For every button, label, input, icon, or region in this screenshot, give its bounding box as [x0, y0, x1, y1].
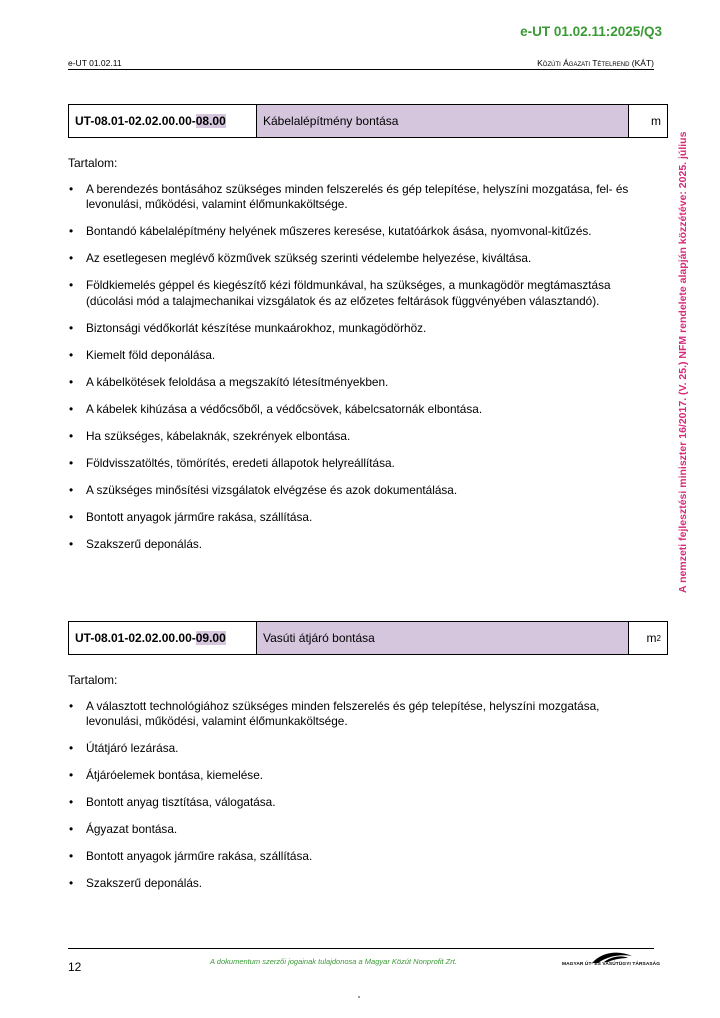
item-code-suffix: 08.00 — [195, 114, 226, 128]
content-list — [68, 182, 668, 553]
item-name: Vasúti átjáró bontása — [257, 622, 629, 654]
item-unit — [629, 622, 667, 654]
unit-exponent: 2 — [656, 633, 661, 643]
list-item: • Bontott anyag tisztítása, válogatása. — [68, 795, 651, 811]
item-code-suffix: 09.00 — [195, 631, 226, 645]
list-item: • Szakszerű deponálás. — [68, 876, 651, 892]
footer-rule — [68, 948, 654, 949]
header-rule — [68, 69, 654, 70]
item-title-box — [68, 104, 668, 138]
logo-wordmark: MAGYAR ÚT- ÉS VASÚTÜGYI TÁRSASÁG — [562, 962, 661, 967]
list-item: • A választott technológiához szükséges minden felszerelés és gép telepítése, helyszíni mozgatása, levonulási, működési, valamint élőmunkaköltsége. — [68, 699, 651, 730]
side-publication-note: A nemzeti fejlesztési miniszter 16/2017. (V. 25.) NFM rendelete alapján közzétéve: 2025. július — [677, 131, 689, 593]
list-item: • Földvisszatöltés, tömörítés, eredeti állapotok helyreállítása. — [68, 456, 651, 472]
scan-dot — [358, 996, 360, 998]
item-unit — [629, 105, 667, 137]
unit-base: m — [646, 631, 657, 645]
item-code-prefix: UT-08.01-02.02.00.00- — [75, 631, 196, 645]
page-number: 12 — [68, 960, 82, 974]
list-item: • Bontott anyagok járműre rakása, szállítása. — [68, 849, 651, 865]
list-item: • Ágyazat bontása. — [68, 822, 651, 838]
content-label: Tartalom: — [68, 673, 118, 687]
item-name: Kábelalépítmény bontása — [257, 105, 629, 137]
document-code: e-UT 01.02.11:2025/Q3 — [520, 24, 662, 39]
list-item: • A kábelkötések feloldása a megszakító létesítményekben. — [68, 375, 651, 391]
list-item: • Átjáróelemek bontása, kiemelése. — [68, 768, 651, 784]
list-item: • Bontandó kábelalépítmény helyének műszeres keresése, kutatóárkok ásása, nyomvonal-kitűzés. — [68, 224, 651, 240]
list-item: • A szükséges minősítési vizsgálatok elvégzése és azok dokumentálása. — [68, 483, 651, 499]
list-item: • Biztonsági védőkorlát készítése munkaárokhoz, munkagödörhöz. — [68, 321, 651, 337]
item-code — [69, 105, 257, 137]
content-label: Tartalom: — [68, 156, 118, 170]
list-item: • Földkiemelés géppel és kiegészítő kézi földmunkával, ha szükséges, a munkagödör megtámasztása (dúcolási mód a talajmechanikai vizsgálatok és az előzetes feltárások függvényében választandó). — [68, 278, 651, 309]
item-code — [69, 622, 257, 654]
list-item: • Ha szükséges, kábelaknák, szekrények elbontása. — [68, 429, 651, 445]
section-vasuti-atjaro — [68, 621, 668, 892]
unit-base: m — [651, 114, 661, 128]
header-left-code: e-UT 01.02.11 — [68, 58, 122, 68]
list-item: • Az esetlegesen meglévő közművek szükség szerinti védelembe helyezése, kiváltása. — [68, 251, 651, 267]
list-item: • Bontott anyagok járműre rakása, szállítása. — [68, 510, 651, 526]
item-title-box — [68, 621, 668, 655]
list-item: • Útátjáró lezárása. — [68, 741, 651, 757]
list-item: • Szakszerű deponálás. — [68, 537, 651, 553]
section-kabelalepitmeny — [68, 104, 668, 552]
content-list — [68, 699, 668, 892]
list-item: • A berendezés bontásához szükséges minden felszerelés és gép telepítése, helyszíni mozgatása, fel- és levonulási, működési, valamint élőmunkaköltsége. — [68, 182, 651, 213]
item-code-prefix: UT-08.01-02.02.00.00- — [75, 114, 196, 128]
list-item: • A kábelek kihúzása a védőcsőből, a védőcsövek, kábelcsatornák elbontása. — [68, 402, 651, 418]
copyright-note: A dokumentum szerzői jogainak tulajdonosa a Magyar Közút Nonprofit Zrt. — [210, 957, 457, 966]
list-item: • Kiemelt föld deponálása. — [68, 348, 651, 364]
header-right-title: Közúti Ágazati Tételrend (KÁT) — [537, 58, 654, 68]
